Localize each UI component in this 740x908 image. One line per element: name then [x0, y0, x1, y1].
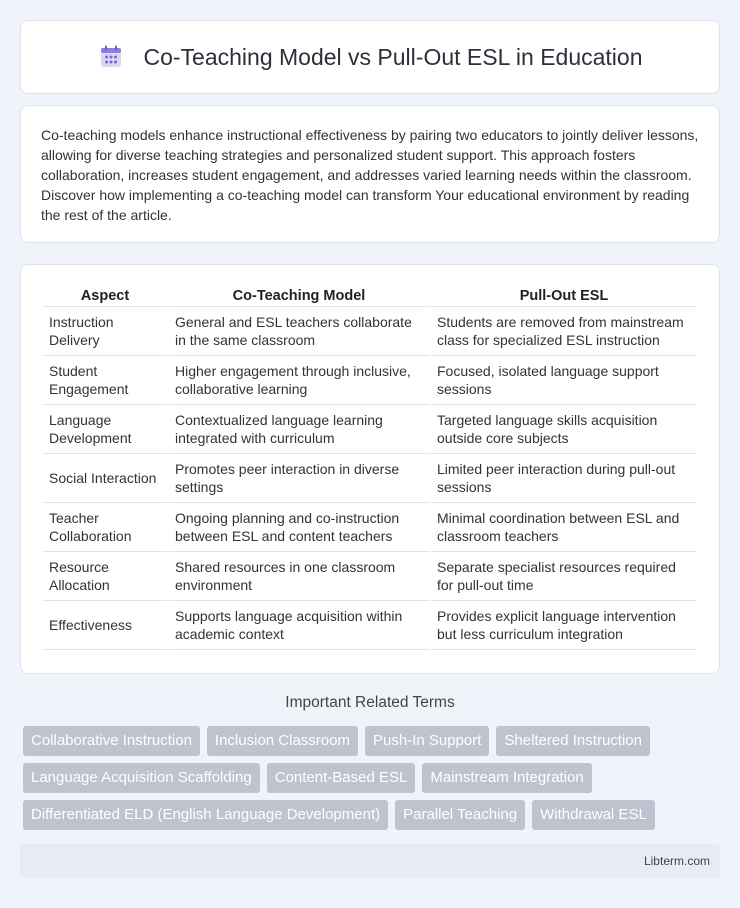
term-tag[interactable]: Collaborative Instruction	[23, 726, 200, 756]
aspect-cell: Effectiveness	[43, 601, 167, 650]
term-tag[interactable]: Push-In Support	[365, 726, 489, 756]
co-teaching-cell: Shared resources in one classroom environment	[169, 552, 429, 601]
aspect-cell: Student Engagement	[43, 356, 167, 405]
related-terms	[23, 726, 723, 837]
footer	[20, 844, 720, 878]
title-card	[20, 20, 720, 94]
comparison-table	[41, 285, 699, 650]
header-pull-out: Pull-Out ESL	[431, 285, 697, 307]
intro-text: Co-teaching models enhance instructional effectiveness by pairing two educators to jointly deliver lessons, allowing for diverse teaching strategies and personalized student support. This approach fosters collaboration, increases student engagement, and addresses varied learning needs within the classroom. Discover how implementing a co-teaching model can transform Your educational environment by reading the rest of the article.	[41, 127, 699, 223]
pull-out-cell: Limited peer interaction during pull-out sessions	[431, 454, 697, 503]
calendar-grid-icon	[97, 43, 125, 71]
comparison-table-card	[20, 264, 720, 674]
co-teaching-cell: Supports language acquisition within academic context	[169, 601, 429, 650]
term-tag[interactable]: Parallel Teaching	[395, 800, 525, 830]
term-tag[interactable]: Mainstream Integration	[422, 763, 591, 793]
table-row	[43, 454, 697, 503]
pull-out-cell: Separate specialist resources required for pull-out time	[431, 552, 697, 601]
pull-out-cell: Targeted language skills acquisition outside core subjects	[431, 405, 697, 454]
aspect-cell: Language Development	[43, 405, 167, 454]
pull-out-cell: Provides explicit language intervention but less curriculum integration	[431, 601, 697, 650]
co-teaching-cell: Higher engagement through inclusive, collaborative learning	[169, 356, 429, 405]
term-tag[interactable]: Content-Based ESL	[267, 763, 416, 793]
table-row	[43, 503, 697, 552]
co-teaching-cell: Ongoing planning and co-instruction between ESL and content teachers	[169, 503, 429, 552]
terms-row	[23, 800, 723, 830]
term-tag[interactable]: Sheltered Instruction	[496, 726, 650, 756]
table-row	[43, 307, 697, 356]
footer-brand-link[interactable]: Libterm.com	[643, 854, 710, 868]
table-row	[43, 601, 697, 650]
term-tag[interactable]: Differentiated ELD (English Language Development)	[23, 800, 388, 830]
intro-card	[20, 105, 720, 243]
co-teaching-cell: Contextualized language learning integrated with curriculum	[169, 405, 429, 454]
aspect-cell: Resource Allocation	[43, 552, 167, 601]
term-tag[interactable]: Inclusion Classroom	[207, 726, 358, 756]
co-teaching-cell: Promotes peer interaction in diverse settings	[169, 454, 429, 503]
table-header-row	[43, 285, 697, 307]
table-row	[43, 552, 697, 601]
co-teaching-cell: General and ESL teachers collaborate in the same classroom	[169, 307, 429, 356]
table-row	[43, 405, 697, 454]
pull-out-cell: Minimal coordination between ESL and classroom teachers	[431, 503, 697, 552]
table-row	[43, 356, 697, 405]
aspect-cell: Teacher Collaboration	[43, 503, 167, 552]
aspect-cell: Social Interaction	[43, 454, 167, 503]
pull-out-cell: Focused, isolated language support sessions	[431, 356, 697, 405]
header-co-teaching: Co-Teaching Model	[169, 285, 429, 307]
terms-row	[23, 763, 723, 793]
aspect-cell: Instruction Delivery	[43, 307, 167, 356]
term-tag[interactable]: Withdrawal ESL	[532, 800, 655, 830]
terms-row	[23, 726, 723, 756]
related-terms-title: Important Related Terms	[285, 694, 455, 711]
header-aspect: Aspect	[43, 285, 167, 307]
term-tag[interactable]: Language Acquisition Scaffolding	[23, 763, 260, 793]
pull-out-cell: Students are removed from mainstream class for specialized ESL instruction	[431, 307, 697, 356]
page-title: Co-Teaching Model vs Pull-Out ESL in Education	[143, 43, 643, 70]
